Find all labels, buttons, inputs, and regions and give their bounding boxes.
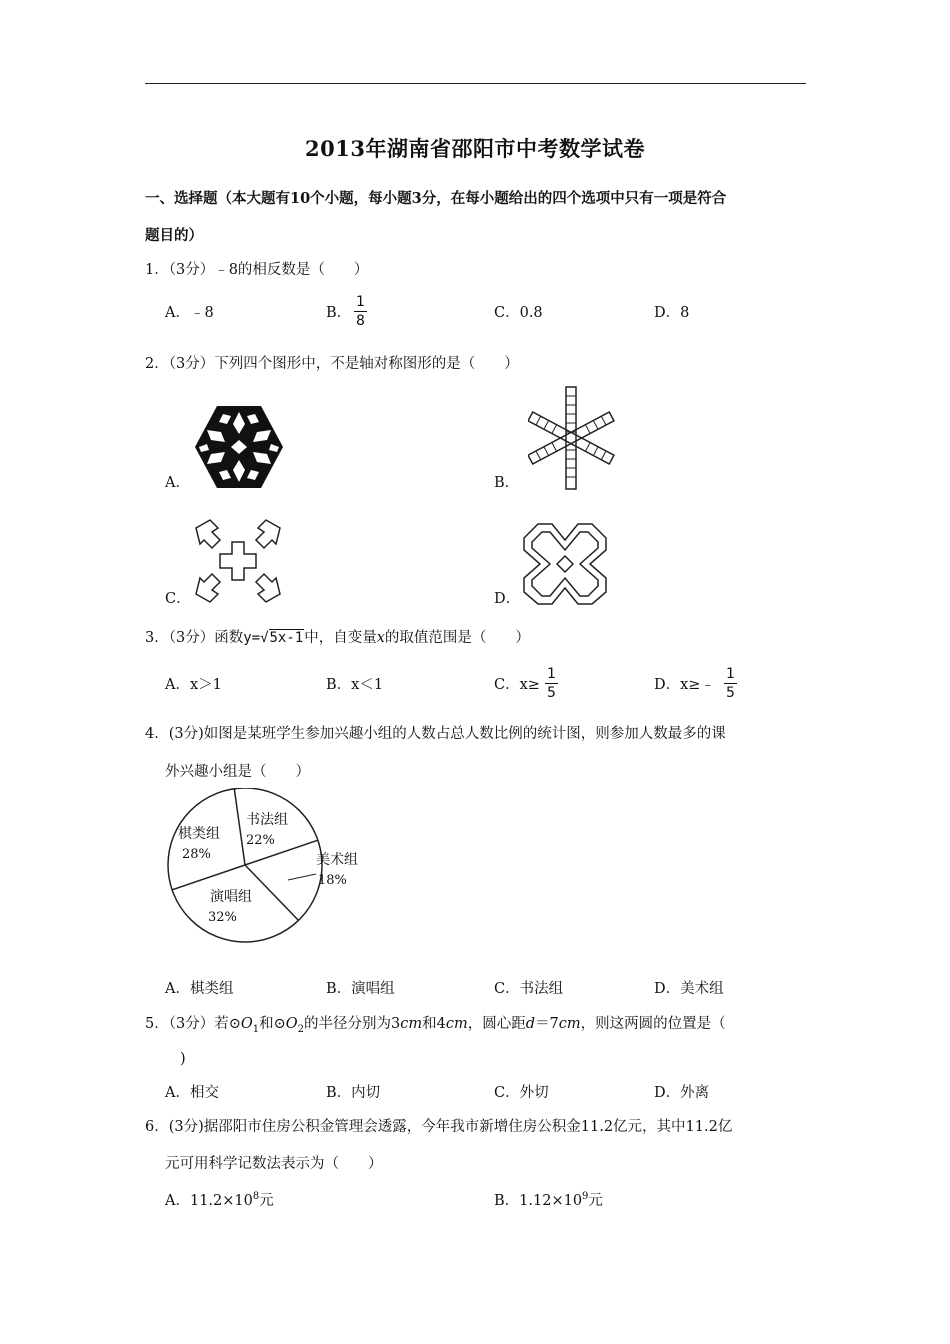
q5-circle-o1-sub: 1 [252, 1023, 260, 1035]
q2-option-b: B． [494, 475, 520, 491]
q5-circle-o1: O [240, 1016, 253, 1032]
pie-label-value: 32% [208, 910, 237, 925]
q6-option-a-exponent: 8 [252, 1191, 260, 1202]
q3-option-b: B．x＜1 [326, 677, 384, 693]
q1-option-a: A．﹣8 [165, 305, 214, 321]
q1-stem: 1．（3分）﹣8的相反数是（ ） [145, 262, 369, 278]
q1-option-c: C．0.8 [494, 305, 543, 321]
pie-label-category: 美术组 [316, 852, 358, 868]
pie-label-category: 演唱组 [210, 889, 252, 905]
page-title: 2013年湖南省邵阳市中考数学试卷 [305, 136, 645, 161]
q4-stem: 4．(3分)如图是某班学生参加兴趣小组的人数占总人数比例的统计图，则参加人数最多的课 [145, 726, 726, 742]
q5-option-a: A．相交 [165, 1085, 219, 1101]
section-heading: 一、选择题（本大题有10个小题，每小题3分，在每小题给出的四个选项中只有一项是符合 [145, 190, 727, 207]
pie-label-category: 书法组 [246, 812, 288, 828]
pie-label-value: 28% [182, 847, 211, 862]
top-rule [145, 83, 806, 84]
asterisk-ladder-figure [528, 386, 616, 490]
q5-circle-o2-sub: 2 [297, 1023, 305, 1035]
q5-unit: cm [558, 1016, 581, 1032]
q4-option-c: C．书法组 [494, 981, 564, 997]
pie-label-category: 棋类组 [178, 826, 220, 842]
q3-option-c-fraction [545, 667, 558, 700]
q5-option-b: B．内切 [326, 1085, 381, 1101]
q1-option-b-fraction [354, 295, 367, 328]
q5-stem-prefix: 5．（3分）若⊙ [145, 1016, 241, 1032]
q3-stem-prefix: 3．（3分）函数 [145, 630, 244, 646]
q5-option-d: D．外离 [654, 1085, 710, 1101]
q3-option-a: A．x＞1 [165, 677, 222, 693]
q3-function-lhs: y= [243, 630, 261, 646]
q4-option-d: D．美术组 [654, 981, 724, 997]
q5-circle-o2: O [285, 1016, 298, 1032]
q2-option-a: A． [165, 475, 190, 491]
q5-and2: 和4 [422, 1016, 446, 1032]
q5-unit: cm [400, 1016, 423, 1032]
q4-option-a: A．棋类组 [165, 981, 234, 997]
fraction-denominator: 5 [547, 685, 556, 701]
q6-option-a-base: A．11.2×10 [165, 1192, 253, 1209]
q3-option-c-label: C．x≥ [494, 677, 540, 693]
q5-stem-cont: ) [180, 1051, 186, 1067]
q5-distance-text: ，圆心距 [467, 1016, 526, 1032]
q6-option-b-unit: 元 [588, 1192, 603, 1209]
q6-option-b-base: B．1.12×10 [494, 1192, 583, 1209]
x-shape-figure [522, 522, 608, 606]
q3-stem [145, 631, 530, 646]
pie-label-value: 22% [246, 833, 275, 848]
q4-stem-cont: 外兴趣小组是（ ） [165, 764, 310, 780]
q5-distance-var: d [525, 1016, 536, 1032]
q3-stem-end: 的取值范围是（ ） [384, 630, 530, 646]
q5-option-c: C．外切 [494, 1085, 549, 1101]
pie-chart [150, 788, 380, 948]
q5-unit: cm [445, 1016, 468, 1032]
q3-radicand: 5x-1 [269, 630, 304, 646]
q5-distance-value: ＝7 [535, 1016, 559, 1032]
snowflake-figure [193, 404, 285, 490]
q2-stem: 2．（3分）下列四个图形中，不是轴对称图形的是（ ） [145, 356, 519, 372]
q3-variable: x [376, 630, 385, 646]
fraction-denominator: 8 [356, 313, 365, 329]
q2-option-d: D． [494, 591, 521, 607]
section-heading-cont: 题目的） [145, 227, 203, 244]
q3-option-d-fraction [724, 667, 737, 700]
fraction-denominator: 5 [726, 685, 735, 701]
q6-option-b-exponent: 9 [582, 1191, 589, 1202]
fraction-numerator: 1 [726, 666, 735, 682]
q1-option-d: D．8 [654, 305, 690, 321]
arrows-cross-figure [192, 518, 284, 604]
q2-option-c: C． [165, 591, 191, 607]
q3-function: y=√5x-1 [243, 630, 304, 646]
q4-option-b: B．演唱组 [326, 981, 395, 997]
q6-option-b [494, 1192, 603, 1208]
q1-option-b-label: B． [326, 305, 352, 321]
q5-radius-text: 的半径分别为3 [304, 1016, 401, 1032]
q6-option-a-unit: 元 [259, 1192, 274, 1209]
fraction-numerator: 1 [356, 294, 365, 310]
q3-option-d-label: D．x≥﹣ [654, 677, 715, 693]
q5-stem-end: ，则这两圆的位置是（ [580, 1016, 726, 1032]
q6-stem: 6．(3分)据邵阳市住房公积金管理会透露，今年我市新增住房公积金11.2亿元，其中11.2亿 [145, 1119, 733, 1135]
q5-and: 和⊙ [259, 1016, 286, 1032]
fraction-numerator: 1 [547, 666, 556, 682]
q6-stem-cont: 元可用科学记数法表示为（ ） [165, 1156, 383, 1172]
q3-stem-middle: 中，自变量 [304, 630, 377, 646]
pie-label-value: 18% [318, 873, 347, 888]
q6-option-a [165, 1192, 274, 1208]
q5-stem [145, 1017, 726, 1035]
